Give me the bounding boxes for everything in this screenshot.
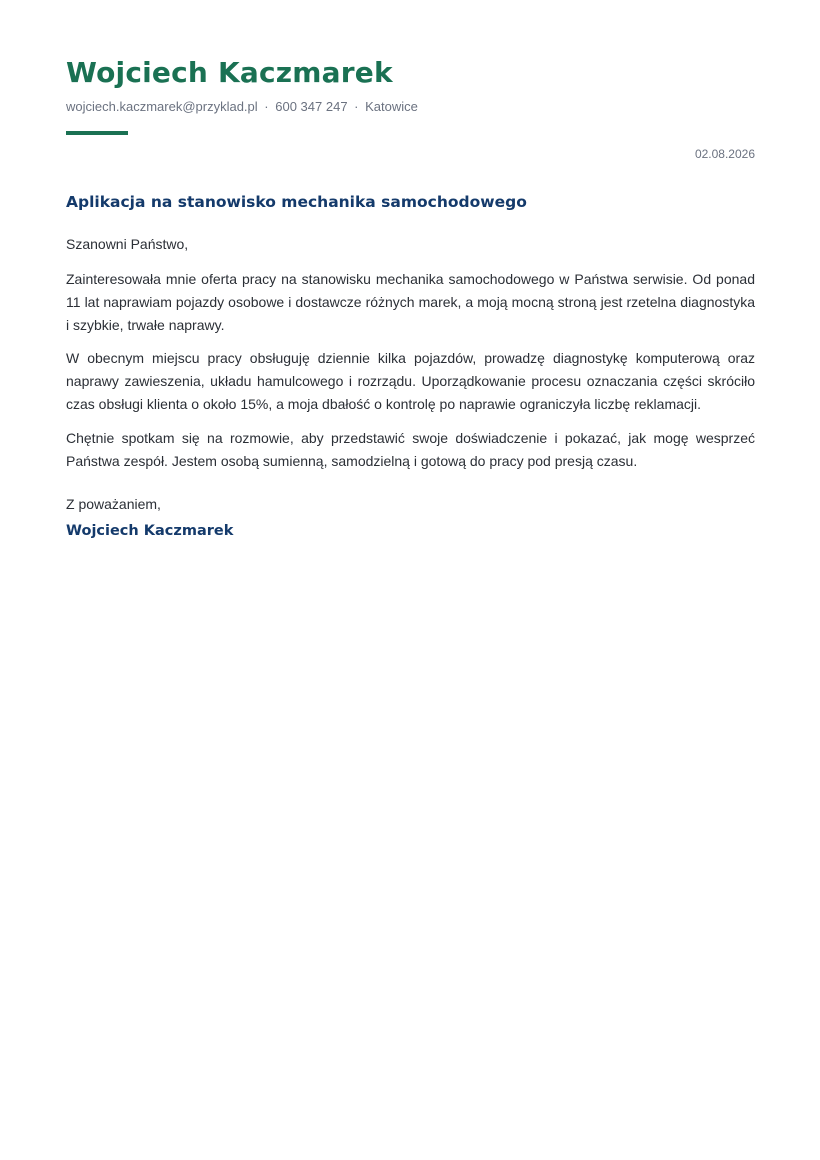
closing-phrase: Z poważaniem, — [66, 496, 161, 512]
signature-name: Wojciech Kaczmarek — [66, 523, 234, 539]
salutation: Szanowni Państwo, — [66, 236, 189, 252]
body-paragraph: Chętnie spotkam się na rozmowie, aby przedstawić swoje doświadczenie i pokazać, jak mogę wesprzeć Państwa zespół. Jestem osobą sumienną, samodzielną i gotową do pracy pod presją czasu. — [66, 430, 755, 469]
contact-separator: · — [354, 99, 359, 114]
body-paragraph: Zainteresowała mnie oferta pracy na stanowisku mechanika samochodowego w Państwa serwisie. Od ponad 11 lat naprawiam pojazdy osobowe i dostawcze różnych marek, a moją mocną stroną jest rzetelna diagnostyka i szybkie, trwałe naprawy. — [66, 271, 755, 333]
letter-subject: Aplikacja na stanowisko mechanika samochodowego — [66, 193, 527, 211]
contact-phone: 600 347 247 — [275, 99, 348, 114]
contact-separator: · — [264, 99, 269, 114]
contact-line — [66, 99, 418, 114]
contact-city: Katowice — [365, 99, 418, 114]
body-paragraph: W obecnym miejscu pracy obsługuję dziennie kilka pojazdów, prowadzę diagnostykę komputerową oraz naprawy zawieszenia, układu hamulcowego i rozrządu. Uporządkowanie procesu oznaczania części skróciło czas obsługi klienta o około 15%, a moja dbałość o kontrolę po naprawie ograniczyła liczbę reklamacji. — [66, 350, 755, 412]
letter-date: 02.08.2026 — [694, 147, 755, 161]
applicant-name: Wojciech Kaczmarek — [66, 56, 393, 89]
header-accent-divider — [66, 131, 128, 135]
contact-email: wojciech.kaczmarek@przyklad.pl — [66, 99, 258, 114]
